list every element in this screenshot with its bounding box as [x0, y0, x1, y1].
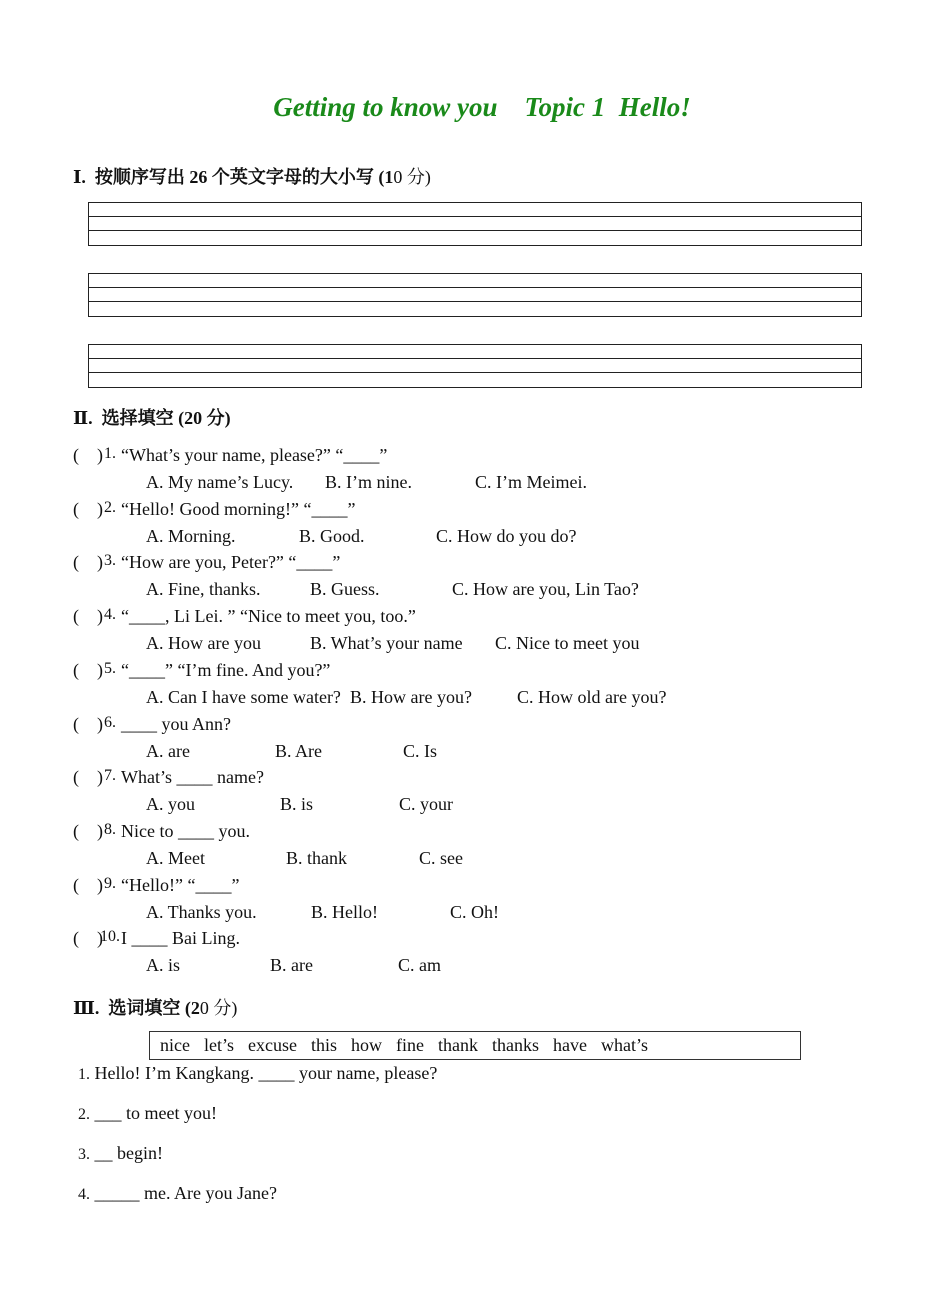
section-1-heading [73, 163, 431, 189]
writing-lines-1[interactable] [88, 202, 862, 246]
option-c: C. How do you do? [436, 525, 577, 546]
question-text: “____, Li Lei. ” “Nice to meet you, too.” [121, 606, 416, 627]
question-number: 5. [104, 659, 116, 677]
word-bank [149, 1031, 801, 1060]
question-number: 4. [104, 606, 116, 624]
word-bank-item: have [552, 1035, 587, 1055]
answer-blank[interactable]: ( ) [73, 820, 103, 841]
question-number: 2. [104, 498, 116, 516]
section-3-number: Ⅲ. [73, 998, 100, 1018]
section-3-score: 0 分) [199, 998, 238, 1018]
option-a: A. How are you [146, 633, 261, 654]
section-1-number: Ⅰ. [73, 167, 86, 187]
question-text: “How are you, Peter?” “____” [121, 552, 341, 573]
section-2-heading [73, 404, 231, 430]
fill-number: 4. [78, 1186, 90, 1203]
fill-text: Hello! I’m Kangkang. ____ your name, please? [90, 1063, 438, 1083]
option-b: B. thank [286, 847, 347, 868]
option-a: A. is [146, 955, 181, 976]
question-text: “What’s your name, please?” “____” [121, 445, 388, 465]
question-number: 10. [100, 928, 120, 946]
answer-blank[interactable]: ( ) [73, 445, 103, 465]
option-b: B. What’s your name [310, 633, 463, 654]
option-b: B. How are you? [350, 686, 472, 707]
question-number: 7. [104, 767, 116, 785]
question-number: 8. [104, 820, 116, 838]
option-a: A. Can I have some water? [146, 686, 341, 707]
question-text: “Hello! Good morning!” “____” [121, 498, 356, 519]
question-text: I ____ Bai Ling. [121, 928, 240, 949]
word-bank-item: nice [160, 1035, 190, 1055]
option-a: A. are [146, 740, 190, 761]
question-text: ____ you Ann? [121, 713, 231, 734]
option-b: B. I’m nine. [325, 472, 412, 492]
option-a: A. Fine, thanks. [146, 579, 261, 600]
writing-lines-2[interactable] [88, 273, 862, 317]
section-3-heading [73, 994, 237, 1020]
option-a: A. Thanks you. [146, 901, 257, 922]
fill-number: 1. [78, 1066, 90, 1083]
question-number: 3. [104, 552, 116, 570]
word-bank-item: excuse [247, 1035, 297, 1055]
option-c: C. How old are you? [517, 686, 667, 707]
option-a: A. Morning. [146, 525, 236, 546]
question-number: 9. [104, 874, 116, 892]
section-3-label: 选词填空 (2 [99, 998, 200, 1018]
option-c: C. How are you, Lin Tao? [452, 579, 639, 600]
word-bank-item: let’s [203, 1035, 234, 1055]
option-a: A. My name’s Lucy. [146, 472, 294, 492]
page-title: Getting to know you Topic 1 Hello! [273, 92, 691, 122]
option-b: B. is [280, 794, 314, 815]
option-b: B. Are [275, 740, 322, 761]
fill-number: 2. [78, 1106, 90, 1123]
question-number: 1. [104, 445, 116, 462]
word-bank-item: fine [395, 1035, 424, 1055]
word-bank-item: how [350, 1035, 382, 1055]
section-2-label: 选择填空 (20 分) [92, 408, 231, 428]
question-text: “Hello!” “____” [121, 874, 240, 895]
fill-item-4 [78, 1183, 277, 1204]
fill-text: __ begin! [90, 1143, 163, 1163]
option-a: A. you [146, 794, 195, 815]
fill-number: 3. [78, 1146, 90, 1163]
option-b: B. Hello! [311, 901, 378, 922]
answer-blank[interactable]: ( ) [73, 498, 103, 519]
fill-item-1 [78, 1063, 437, 1084]
question-text: “____” “I’m fine. And you?” [121, 659, 331, 680]
answer-blank[interactable]: ( ) [73, 874, 103, 895]
option-b: B. Good. [299, 525, 365, 546]
answer-blank[interactable]: ( ) [73, 659, 103, 680]
option-c: C. Is [403, 740, 438, 761]
word-bank-item: what’s [600, 1035, 648, 1055]
section-2-number: Ⅱ. [73, 408, 93, 428]
answer-blank[interactable]: ( ) [73, 713, 103, 734]
writing-lines-3[interactable] [88, 344, 862, 388]
option-c: C. Oh! [450, 901, 499, 922]
word-bank-item: thank [437, 1035, 478, 1055]
option-c: C. I’m Meimei. [475, 472, 587, 492]
option-b: B. Guess. [310, 579, 380, 600]
answer-blank[interactable]: ( ) [73, 928, 103, 949]
question-number: 6. [104, 713, 116, 731]
question-text: What’s ____ name? [121, 767, 264, 788]
answer-blank[interactable]: ( ) [73, 767, 103, 788]
fill-text: _____ me. Are you Jane? [90, 1183, 277, 1203]
word-bank-item: thanks [491, 1035, 539, 1055]
option-b: B. are [270, 955, 313, 976]
option-a: A. Meet [146, 847, 205, 868]
fill-item-2 [78, 1103, 217, 1124]
option-c: C. see [419, 847, 463, 868]
answer-blank[interactable]: ( ) [73, 552, 103, 573]
section-1-score: 0 分) [393, 167, 431, 187]
answer-blank[interactable]: ( ) [73, 606, 103, 627]
word-bank-item: this [310, 1035, 337, 1055]
question-text: Nice to ____ you. [121, 820, 250, 841]
fill-item-3 [78, 1143, 163, 1164]
fill-text: ___ to meet you! [90, 1103, 217, 1123]
section-1-label: 按顺序写出 26 个英文字母的大小写 (1 [85, 167, 394, 187]
option-c: C. am [398, 955, 441, 976]
option-c: C. your [399, 794, 453, 815]
option-c: C. Nice to meet you [495, 633, 640, 654]
